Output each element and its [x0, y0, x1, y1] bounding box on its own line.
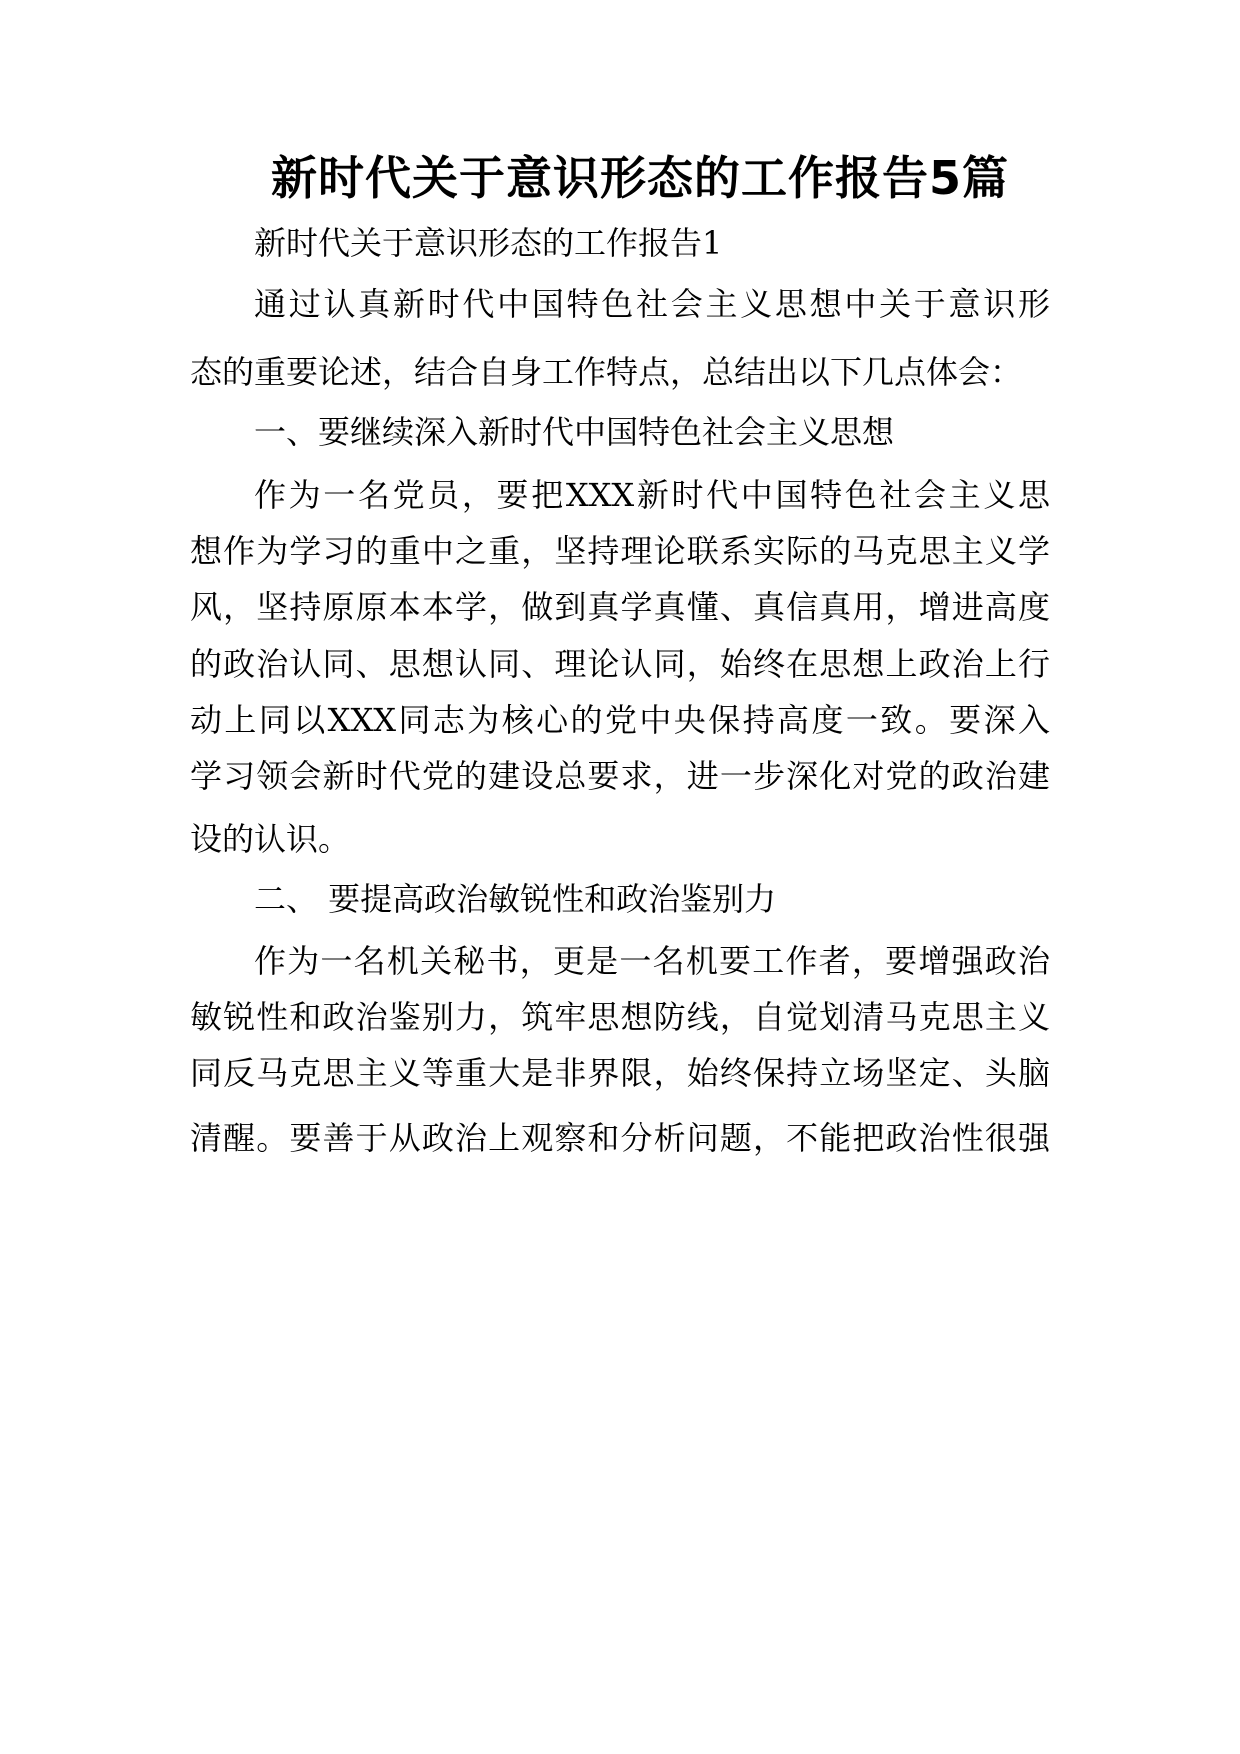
paragraph-line: 风，坚持原原本本学，做到真学真懂、真信真用，增进高度: [190, 588, 1050, 626]
paragraph-line: 态的重要论述，结合自身工作特点，总结出以下几点体会：: [190, 353, 1023, 391]
paragraph-line: 学习领会新时代党的建设总要求，进一步深化对党的政治建: [190, 757, 1050, 795]
paragraph-line: 同反马克思主义等重大是非界限，始终保持立场坚定、头脑: [190, 1054, 1050, 1092]
section-heading: 一、要继续深入新时代中国特色社会主义思想: [254, 413, 895, 451]
paragraph-line: 清醒。要善于从政治上观察和分析问题，不能把政治性很强: [190, 1119, 1050, 1157]
paragraph-line: 动上同以XXX同志为核心的党中央保持高度一致。要深入: [190, 701, 1050, 739]
paragraph-line: 作为一名机关秘书，更是一名机要工作者，要增强政治: [254, 942, 1050, 980]
paragraph-line: 的政治认同、思想认同、理论认同，始终在思想上政治上行: [190, 645, 1050, 683]
paragraph-line: 设的认识。: [190, 820, 351, 858]
paragraph-line: 通过认真新时代中国特色社会主义思想中关于意识形: [254, 285, 1050, 323]
subtitle-line: 新时代关于意识形态的工作报告1: [254, 224, 723, 262]
paragraph-line: 想作为学习的重中之重，坚持理论联系实际的马克思主义学: [190, 532, 1050, 570]
section-heading: 二、 要提高政治敏锐性和政治鉴别力: [254, 880, 777, 918]
paragraph-line: 敏锐性和政治鉴别力，筑牢思想防线，自觉划清马克思主义: [190, 998, 1050, 1036]
paragraph-line: 作为一名党员，要把XXX新时代中国特色社会主义思: [254, 476, 1050, 514]
document-title: 新时代关于意识形态的工作报告5篇: [270, 151, 1009, 205]
